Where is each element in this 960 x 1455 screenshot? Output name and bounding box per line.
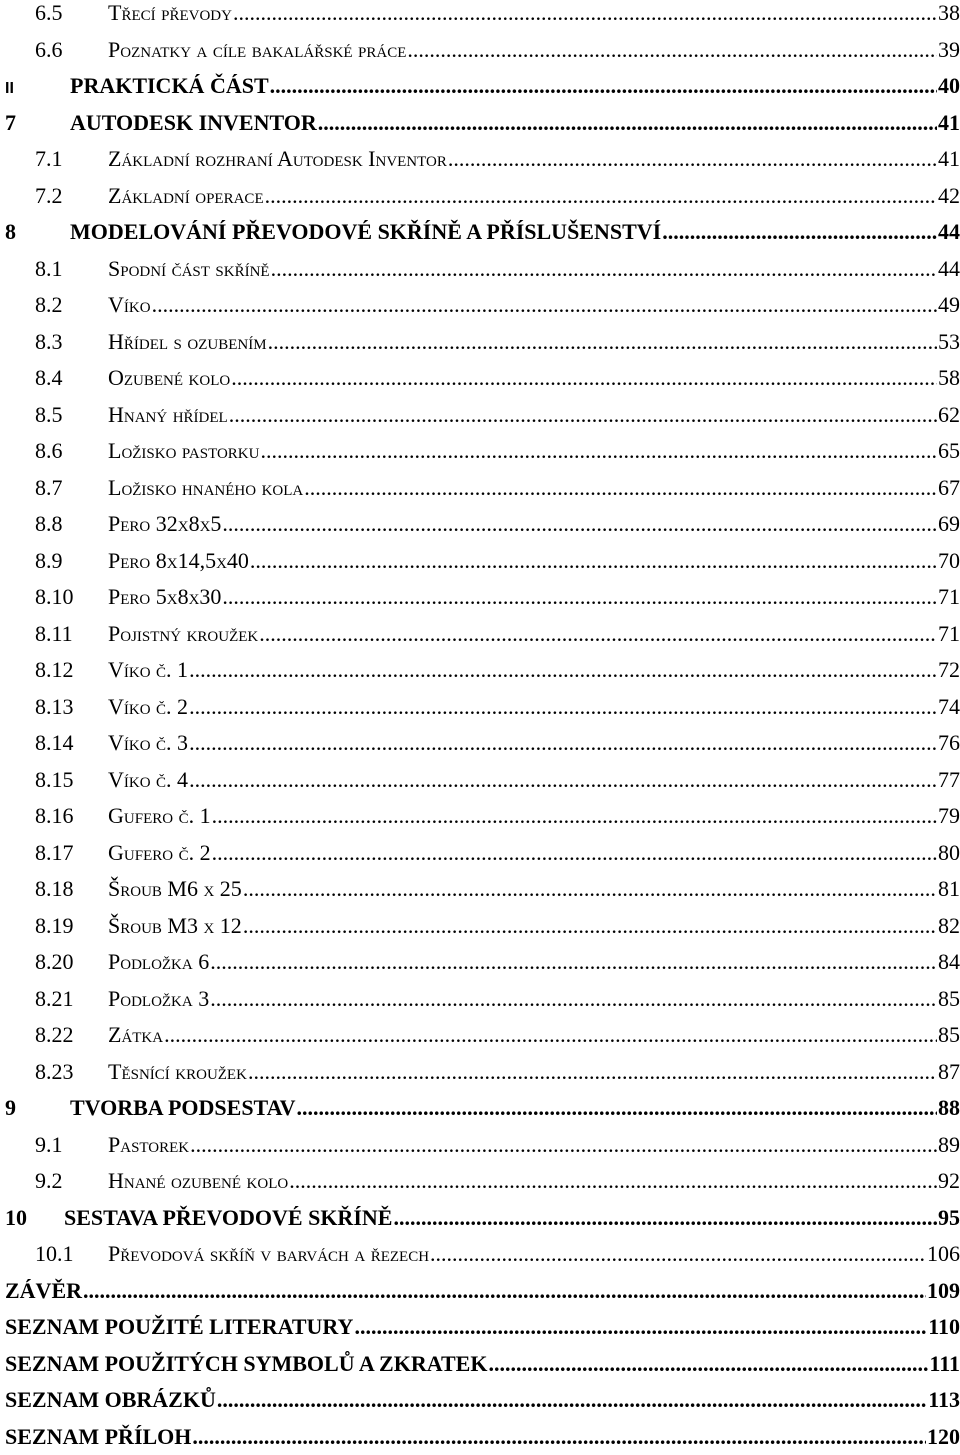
toc-dot-leader: [448, 141, 937, 178]
toc-entry-page: 120: [927, 1419, 960, 1455]
toc-entry-title: Podložka 6: [108, 944, 209, 981]
toc-entry-6-5[interactable]: [0, 0, 960, 32]
toc-entry-page: 40: [938, 68, 960, 105]
toc-entry-title: Podložka 3: [108, 981, 209, 1018]
toc-entry-number: 8.10: [0, 579, 108, 616]
toc-entry-page: 76: [938, 725, 960, 762]
toc-dot-leader: [407, 32, 937, 69]
toc-entry-number: 8.16: [0, 798, 108, 835]
toc-entry-8-15[interactable]: [0, 762, 960, 799]
toc-entry-8-16[interactable]: [0, 798, 960, 835]
toc-dot-leader: [393, 1200, 937, 1237]
toc-entry-page: 80: [938, 835, 960, 872]
toc-dot-leader: [430, 1236, 926, 1273]
toc-entry-number: 8.12: [0, 652, 108, 689]
toc-entry-page: 67: [938, 470, 960, 507]
toc-dot-leader: [354, 1309, 927, 1346]
toc-dot-leader: [210, 944, 937, 981]
toc-entry-number: 8.5: [0, 397, 108, 434]
toc-entry-page: 38: [938, 0, 960, 32]
toc-entry-title: MODELOVÁNÍ PŘEVODOVÉ SKŘÍNĚ A PŘÍSLUŠENSTVÍ: [70, 214, 661, 251]
toc-entry-10-1[interactable]: [0, 1236, 960, 1273]
toc-entry-8-18[interactable]: [0, 871, 960, 908]
toc-entry-number: 8.1: [0, 251, 108, 288]
toc-entry-title: Víko č. 4: [108, 762, 188, 799]
toc-entry-page: 77: [938, 762, 960, 799]
toc-entry-number: 8.21: [0, 981, 108, 1018]
toc-entry-number: II: [0, 71, 70, 108]
toc-entry-8-10[interactable]: [0, 579, 960, 616]
toc-entry-8[interactable]: [0, 214, 960, 251]
toc-entry-II[interactable]: [0, 68, 960, 105]
toc-entry-8-20[interactable]: [0, 944, 960, 981]
toc-entry-title: Spodní část skříně: [108, 251, 270, 288]
toc-entry-7-1[interactable]: [0, 141, 960, 178]
toc-entry-title: Pastorek: [108, 1127, 189, 1164]
toc-dot-leader: [260, 433, 937, 470]
toc-entry-8-14[interactable]: [0, 725, 960, 762]
toc-entry-number: 10.1: [0, 1236, 108, 1273]
toc-entry-number: 8.14: [0, 725, 108, 762]
toc-entry-9-2[interactable]: [0, 1163, 960, 1200]
toc-entry-number: 8.8: [0, 506, 108, 543]
toc-entry-number: 8.17: [0, 835, 108, 872]
toc-entry-page: 70: [938, 543, 960, 580]
toc-entry-number: 8.15: [0, 762, 108, 799]
toc-dot-leader: [189, 689, 937, 726]
toc-entry-page: 84: [938, 944, 960, 981]
toc-entry-title: Převodová skříň v barvách a řezech: [108, 1236, 429, 1273]
toc-entry-number: 8: [0, 214, 70, 251]
toc-dot-leader: [248, 1054, 937, 1091]
toc-entry-8-17[interactable]: [0, 835, 960, 872]
toc-entry-page: 42: [938, 178, 960, 215]
toc-entry-page: 53: [938, 324, 960, 361]
toc-entry-number: 9.2: [0, 1163, 108, 1200]
toc-dot-leader: [212, 798, 937, 835]
toc-dot-leader: [192, 1419, 926, 1455]
toc-entry-title: AUTODESK INVENTOR: [70, 105, 317, 142]
toc-dot-leader: [268, 324, 937, 361]
toc-dot-leader: [488, 1346, 928, 1383]
toc-dot-leader: [217, 1382, 927, 1419]
toc-entry-8-12[interactable]: [0, 652, 960, 689]
toc-dot-leader: [304, 470, 937, 507]
toc-entry-page: 41: [938, 105, 960, 142]
toc-entry-page: 39: [938, 32, 960, 69]
toc-entry-title: ZÁVĚR: [5, 1273, 82, 1310]
toc-entry-title: PRAKTICKÁ ČÁST: [70, 68, 269, 105]
toc-entry-10[interactable]: [0, 1200, 960, 1237]
toc-entry-8-4[interactable]: [0, 360, 960, 397]
toc-entry-number: 8.22: [0, 1017, 108, 1054]
toc-entry-title: SESTAVA PŘEVODOVÉ SKŘÍNĚ: [64, 1200, 392, 1237]
toc-entry-page: 81: [938, 871, 960, 908]
toc-dot-leader: [189, 762, 937, 799]
toc-entry-title: Ložisko pastorku: [108, 433, 259, 470]
toc-entry-page: 89: [938, 1127, 960, 1164]
toc-dot-leader: [259, 616, 937, 653]
toc-entry-number: 6.6: [0, 32, 108, 69]
toc-entry-page: 49: [938, 287, 960, 324]
toc-entry-page: 79: [938, 798, 960, 835]
toc-dot-leader: [83, 1273, 926, 1310]
toc-entry-number: 8.11: [0, 616, 108, 653]
toc-entry-page: 71: [938, 616, 960, 653]
toc-entry-8-21[interactable]: [0, 981, 960, 1018]
toc-entry-title: SEZNAM OBRÁZKŮ: [5, 1382, 216, 1419]
toc-entry-unnumbered-39[interactable]: [0, 1419, 960, 1455]
toc-dot-leader: [662, 214, 937, 251]
toc-dot-leader: [231, 360, 937, 397]
toc-entry-9-1[interactable]: [0, 1127, 960, 1164]
toc-entry-number: 7: [0, 105, 70, 142]
toc-entry-page: 95: [938, 1200, 960, 1237]
toc-dot-leader: [265, 178, 937, 215]
toc-entry-8-23[interactable]: [0, 1054, 960, 1091]
toc-entry-page: 44: [938, 214, 960, 251]
toc-entry-7[interactable]: [0, 105, 960, 142]
toc-entry-title: Víko č. 2: [108, 689, 188, 726]
toc-entry-title: Hnaný hřídel: [108, 397, 228, 434]
toc-dot-leader: [289, 1163, 937, 1200]
toc-dot-leader: [271, 251, 937, 288]
toc-entry-page: 69: [938, 506, 960, 543]
toc-dot-leader: [212, 835, 937, 872]
toc-entry-title: SEZNAM POUŽITÝCH SYMBOLŮ A ZKRATEK: [5, 1346, 487, 1383]
toc-entry-title: Poznatky a cíle bakalářské práce: [108, 32, 406, 69]
toc-entry-page: 92: [938, 1163, 960, 1200]
toc-dot-leader: [297, 1090, 937, 1127]
toc-entry-number: 8.19: [0, 908, 108, 945]
toc-entry-7-2[interactable]: [0, 178, 960, 215]
toc-entry-title: Třecí převody: [108, 0, 232, 32]
toc-entry-8-6[interactable]: [0, 433, 960, 470]
toc-entry-number: 8.3: [0, 324, 108, 361]
toc-dot-leader: [270, 68, 937, 105]
toc-dot-leader: [164, 1017, 937, 1054]
toc-entry-title: Těsnící kroužek: [108, 1054, 247, 1091]
toc-entry-page: 85: [938, 981, 960, 1018]
toc-entry-page: 71: [938, 579, 960, 616]
toc-entry-page: 41: [938, 141, 960, 178]
toc-dot-leader: [190, 1127, 937, 1164]
toc-entry-number: 8.2: [0, 287, 108, 324]
toc-entry-title: Ozubené kolo: [108, 360, 230, 397]
toc-entry-unnumbered-38[interactable]: [0, 1382, 960, 1419]
toc-entry-title: Pero 32x8x5: [108, 506, 221, 543]
toc-entry-8-1[interactable]: [0, 251, 960, 288]
toc-entry-page: 62: [938, 397, 960, 434]
toc-dot-leader: [152, 287, 937, 324]
toc-dot-leader: [318, 105, 937, 142]
toc-entry-8-5[interactable]: [0, 397, 960, 434]
toc-entry-number: 9: [0, 1090, 70, 1127]
toc-entry-8-13[interactable]: [0, 689, 960, 726]
toc-entry-number: 8.23: [0, 1054, 108, 1091]
toc-entry-number: 7.1: [0, 141, 108, 178]
toc-entry-number: 10: [0, 1200, 64, 1237]
toc-entry-9[interactable]: [0, 1090, 960, 1127]
toc-entry-8-11[interactable]: [0, 616, 960, 653]
toc-entry-number: 7.2: [0, 178, 108, 215]
toc-entry-page: 111: [929, 1346, 960, 1383]
toc-dot-leader: [243, 871, 937, 908]
toc-entry-page: 113: [928, 1382, 960, 1419]
toc-entry-page: 87: [938, 1054, 960, 1091]
toc-entry-title: Gufero č. 2: [108, 835, 211, 872]
toc-entry-number: 8.6: [0, 433, 108, 470]
toc-dot-leader: [210, 981, 937, 1018]
toc-entry-8-3[interactable]: [0, 324, 960, 361]
toc-entry-8-19[interactable]: [0, 908, 960, 945]
toc-entry-number: 8.20: [0, 944, 108, 981]
toc-entry-unnumbered-37[interactable]: [0, 1346, 960, 1383]
toc-entry-title: Zátka: [108, 1017, 163, 1054]
toc-dot-leader: [189, 725, 937, 762]
toc-entry-8-2[interactable]: [0, 287, 960, 324]
toc-entry-page: 58: [938, 360, 960, 397]
toc-entry-number: 8.9: [0, 543, 108, 580]
toc-entry-title: Gufero č. 1: [108, 798, 211, 835]
toc-entry-number: 9.1: [0, 1127, 108, 1164]
toc-entry-title: TVORBA PODSESTAV: [70, 1090, 296, 1127]
toc-entry-page: 88: [938, 1090, 960, 1127]
toc-entry-title: Pero 8x14,5x40: [108, 543, 249, 580]
toc-entry-page: 72: [938, 652, 960, 689]
toc-entry-page: 85: [938, 1017, 960, 1054]
toc-entry-8-8[interactable]: [0, 506, 960, 543]
toc-entry-number: 8.7: [0, 470, 108, 507]
toc-entry-title: Víko č. 3: [108, 725, 188, 762]
toc-entry-page: 109: [927, 1273, 960, 1310]
toc-entry-title: Základní rozhraní Autodesk Inventor: [108, 141, 447, 178]
toc-entry-title: Víko č. 1: [108, 652, 188, 689]
toc-dot-leader: [233, 0, 937, 32]
toc-entry-number: 8.13: [0, 689, 108, 726]
toc-entry-unnumbered-36[interactable]: [0, 1309, 960, 1346]
toc-entry-page: 44: [938, 251, 960, 288]
toc-entry-number: 6.5: [0, 0, 108, 32]
toc-dot-leader: [222, 579, 937, 616]
toc-entry-title: Ložisko hnaného kola: [108, 470, 303, 507]
toc-entry-unnumbered-35[interactable]: [0, 1273, 960, 1310]
toc-entry-title: Hřídel s ozubením: [108, 324, 267, 361]
toc-entry-title: Pero 5x8x30: [108, 579, 221, 616]
toc-entry-6-6[interactable]: [0, 32, 960, 69]
toc-dot-leader: [250, 543, 937, 580]
toc-entry-number: 8.4: [0, 360, 108, 397]
toc-entry-title: SEZNAM PŘÍLOH: [5, 1419, 191, 1455]
toc-entry-8-7[interactable]: [0, 470, 960, 507]
toc-entry-title: Pojistný kroužek: [108, 616, 258, 653]
toc-entry-title: Šroub M3 x 12: [108, 908, 242, 945]
toc-entry-number: 8.18: [0, 871, 108, 908]
toc-entry-title: Základní operace: [108, 178, 264, 215]
toc-entry-8-9[interactable]: [0, 543, 960, 580]
toc-entry-page: 106: [927, 1236, 960, 1273]
toc-dot-leader: [189, 652, 937, 689]
toc-entry-title: SEZNAM POUŽITÉ LITERATURY: [5, 1309, 353, 1346]
toc-dot-leader: [243, 908, 937, 945]
toc-entry-title: Víko: [108, 287, 151, 324]
toc-entry-page: 65: [938, 433, 960, 470]
toc-entry-page: 74: [938, 689, 960, 726]
toc-entry-page: 82: [938, 908, 960, 945]
toc-entry-title: Šroub M6 x 25: [108, 871, 242, 908]
toc-dot-leader: [229, 397, 937, 434]
toc-entry-page: 110: [928, 1309, 960, 1346]
toc-dot-leader: [222, 506, 937, 543]
toc-entry-title: Hnané ozubené kolo: [108, 1163, 288, 1200]
toc-entry-8-22[interactable]: [0, 1017, 960, 1054]
